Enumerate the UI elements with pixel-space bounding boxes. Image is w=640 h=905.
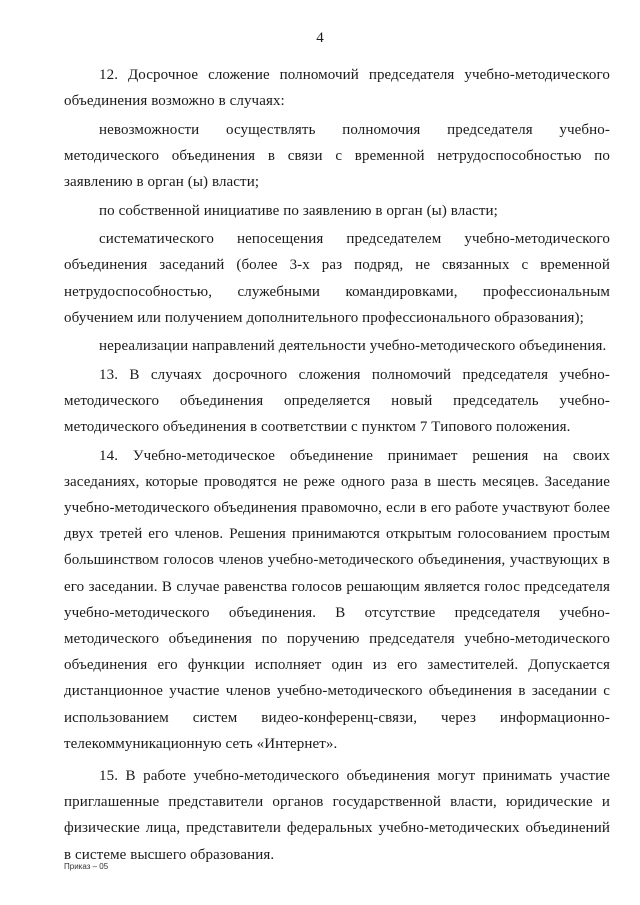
paragraph-12-case-absence: систематического непосещения председателем учебно-методического объединения заседаний (более 3-х раз подряд, не связанных с временной нетрудоспособностью, служебными командировками, профессиональным обучением или получением дополнительного профессионального образования);: [64, 231, 610, 326]
paragraph-12-case-own-initiative: по собственной инициативе по заявлению в орган (ы) власти;: [99, 202, 498, 219]
paragraph-13: 13. В случаях досрочного сложения полномочий председателя учебно-методического объединения определяется новый председатель учебно-методического объединения в соответствии с пунктом 7 Типового положения.: [64, 366, 610, 436]
paragraph-12: 12. Досрочное сложение полномочий председателя учебно-методического объединения возможно в случаях:: [64, 67, 610, 110]
document-footer: Приказ – 05: [64, 862, 109, 871]
paragraph-12-case-non-implementation: нереализации направлений деятельности учебно-методического объединения.: [99, 338, 607, 355]
document-body: [64, 62, 610, 870]
paragraph-14: 14. Учебно-методическое объединение принимает решения на своих заседаниях, которые проводятся не реже одного раза в шесть месяцев. Заседание учебно-методического объединения правомочно, если в его работе участвуют более двух третей его членов. Решения принимаются открытым голосованием простым большинством голосов членов учебно-методического объединения, участвующих в его заседании. В случае равенства голосов решающим является голос председателя учебно-методического объединения. В отсутствие председателя учебно-методического объединения по поручению председателя учебно-методического объединения его функции исполняет один из его заместителей. Допускается дистанционное участие членов учебно-методического объединения в заседании с использованием систем видео-конференц-связи, через информационно-телекоммуникационную сеть «Интернет».: [64, 447, 610, 752]
page-number: 4: [316, 30, 324, 46]
paragraph-15: 15. В работе учебно-методического объединения могут принимать участие приглашенные представители органов государственной власти, юридические и физические лица, представители федеральных учебно-методических объединений в системе высшего образования.: [64, 768, 610, 863]
paragraph-12-case-incapacity: невозможности осуществлять полномочия председателя учебно-методического объединения в связи с временной нетрудоспособностью по заявлению в орган (ы) власти;: [64, 121, 610, 191]
